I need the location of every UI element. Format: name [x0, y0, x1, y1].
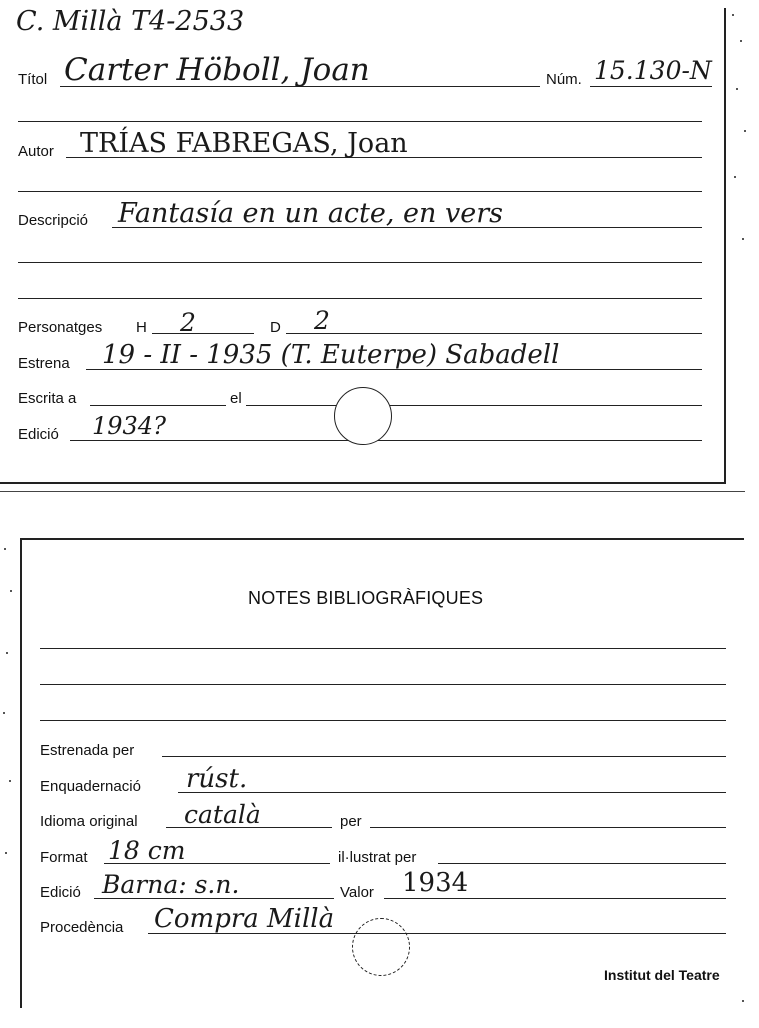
header-note: C. Millà T4-2533: [16, 6, 245, 37]
escrita-line: [90, 405, 226, 406]
edicio-label: Edició: [18, 426, 59, 443]
per-label: per: [340, 813, 362, 830]
enquadernacio-value: rúst.: [186, 764, 248, 794]
h-label: H: [136, 319, 147, 336]
enquadernacio-label: Enquadernació: [40, 778, 141, 795]
procedencia-value: Compra Millà: [154, 904, 335, 934]
bottom-card-left-edge: [20, 538, 22, 1008]
idioma-value: català: [184, 800, 261, 829]
notes-line-1: [40, 648, 726, 649]
scan-speck: [4, 548, 6, 550]
procedencia-label: Procedència: [40, 919, 124, 936]
scan-speck: [5, 852, 7, 854]
scan-speck: [744, 130, 746, 132]
scan-speck: [6, 652, 8, 654]
scan-speck: [10, 590, 12, 592]
format-label: Format: [40, 849, 88, 866]
notes-line-3: [40, 720, 726, 721]
autor-value: TRÍAS FABREGAS, Joan: [80, 128, 408, 159]
h-line: [152, 333, 254, 334]
illustrat-label: il·lustrat per: [338, 849, 417, 866]
personatges-label: Personatges: [18, 319, 103, 336]
scan-speck: [9, 780, 11, 782]
num-value: 15.130-N: [594, 56, 712, 85]
format-value: 18 cm: [108, 836, 186, 865]
page-divider-line: [0, 491, 745, 492]
scan-speck: [734, 176, 736, 178]
edicio-line: [70, 440, 702, 441]
num-line: [590, 86, 712, 87]
valor-value: 1934: [402, 868, 469, 898]
scan-speck: [740, 40, 742, 42]
bottom-edicio-value: Barna: s.n.: [102, 870, 240, 899]
d-value: 2: [314, 306, 330, 335]
d-line: [286, 333, 702, 334]
top-card-right-edge: [724, 8, 726, 484]
el-label: el: [230, 390, 242, 407]
estrena-value: 19 - II - 1935 (T. Euterpe) Sabadell: [102, 340, 560, 370]
escrita-label: Escrita a: [18, 390, 77, 407]
scan-speck: [3, 712, 5, 714]
d-label: D: [270, 319, 281, 336]
estrena-label: Estrena: [18, 355, 70, 372]
per-line: [370, 827, 726, 828]
scan-speck: [736, 88, 738, 90]
idioma-label: Idioma original: [40, 813, 138, 830]
valor-label: Valor: [340, 884, 374, 901]
num-label: Núm.: [546, 71, 582, 88]
notes-line-2: [40, 684, 726, 685]
scan-speck: [732, 14, 734, 16]
top-card-bottom-edge: [0, 482, 726, 484]
blank-line-3: [18, 262, 702, 263]
scan-speck: [742, 1000, 744, 1002]
h-value: 2: [180, 308, 196, 337]
institution-name: Institut del Teatre: [604, 967, 720, 983]
descripcio-value: Fantasía en un acte, en vers: [118, 198, 503, 229]
bottom-edicio-label: Edició: [40, 884, 81, 901]
el-line: [246, 405, 702, 406]
autor-label: Autor: [18, 143, 54, 160]
edicio-value: 1934?: [92, 412, 166, 440]
estrenada-label: Estrenada per: [40, 742, 135, 759]
punch-hole: [334, 387, 392, 445]
illustrat-line: [438, 863, 726, 864]
valor-line: [384, 898, 726, 899]
enquadernacio-line: [178, 792, 726, 793]
blank-line-2: [18, 191, 702, 192]
descripcio-label: Descripció: [18, 212, 89, 229]
titol-value: Carter Höboll, Joan: [64, 52, 370, 88]
notes-heading: NOTES BIBLIOGRÀFIQUES: [248, 588, 484, 608]
titol-label: Títol: [18, 71, 48, 88]
bottom-punch-hole: [352, 918, 410, 976]
scan-speck: [742, 238, 744, 240]
blank-line-1: [18, 121, 702, 122]
blank-line-4: [18, 298, 702, 299]
estrenada-line: [162, 756, 726, 757]
bottom-card-top-edge: [22, 538, 744, 540]
